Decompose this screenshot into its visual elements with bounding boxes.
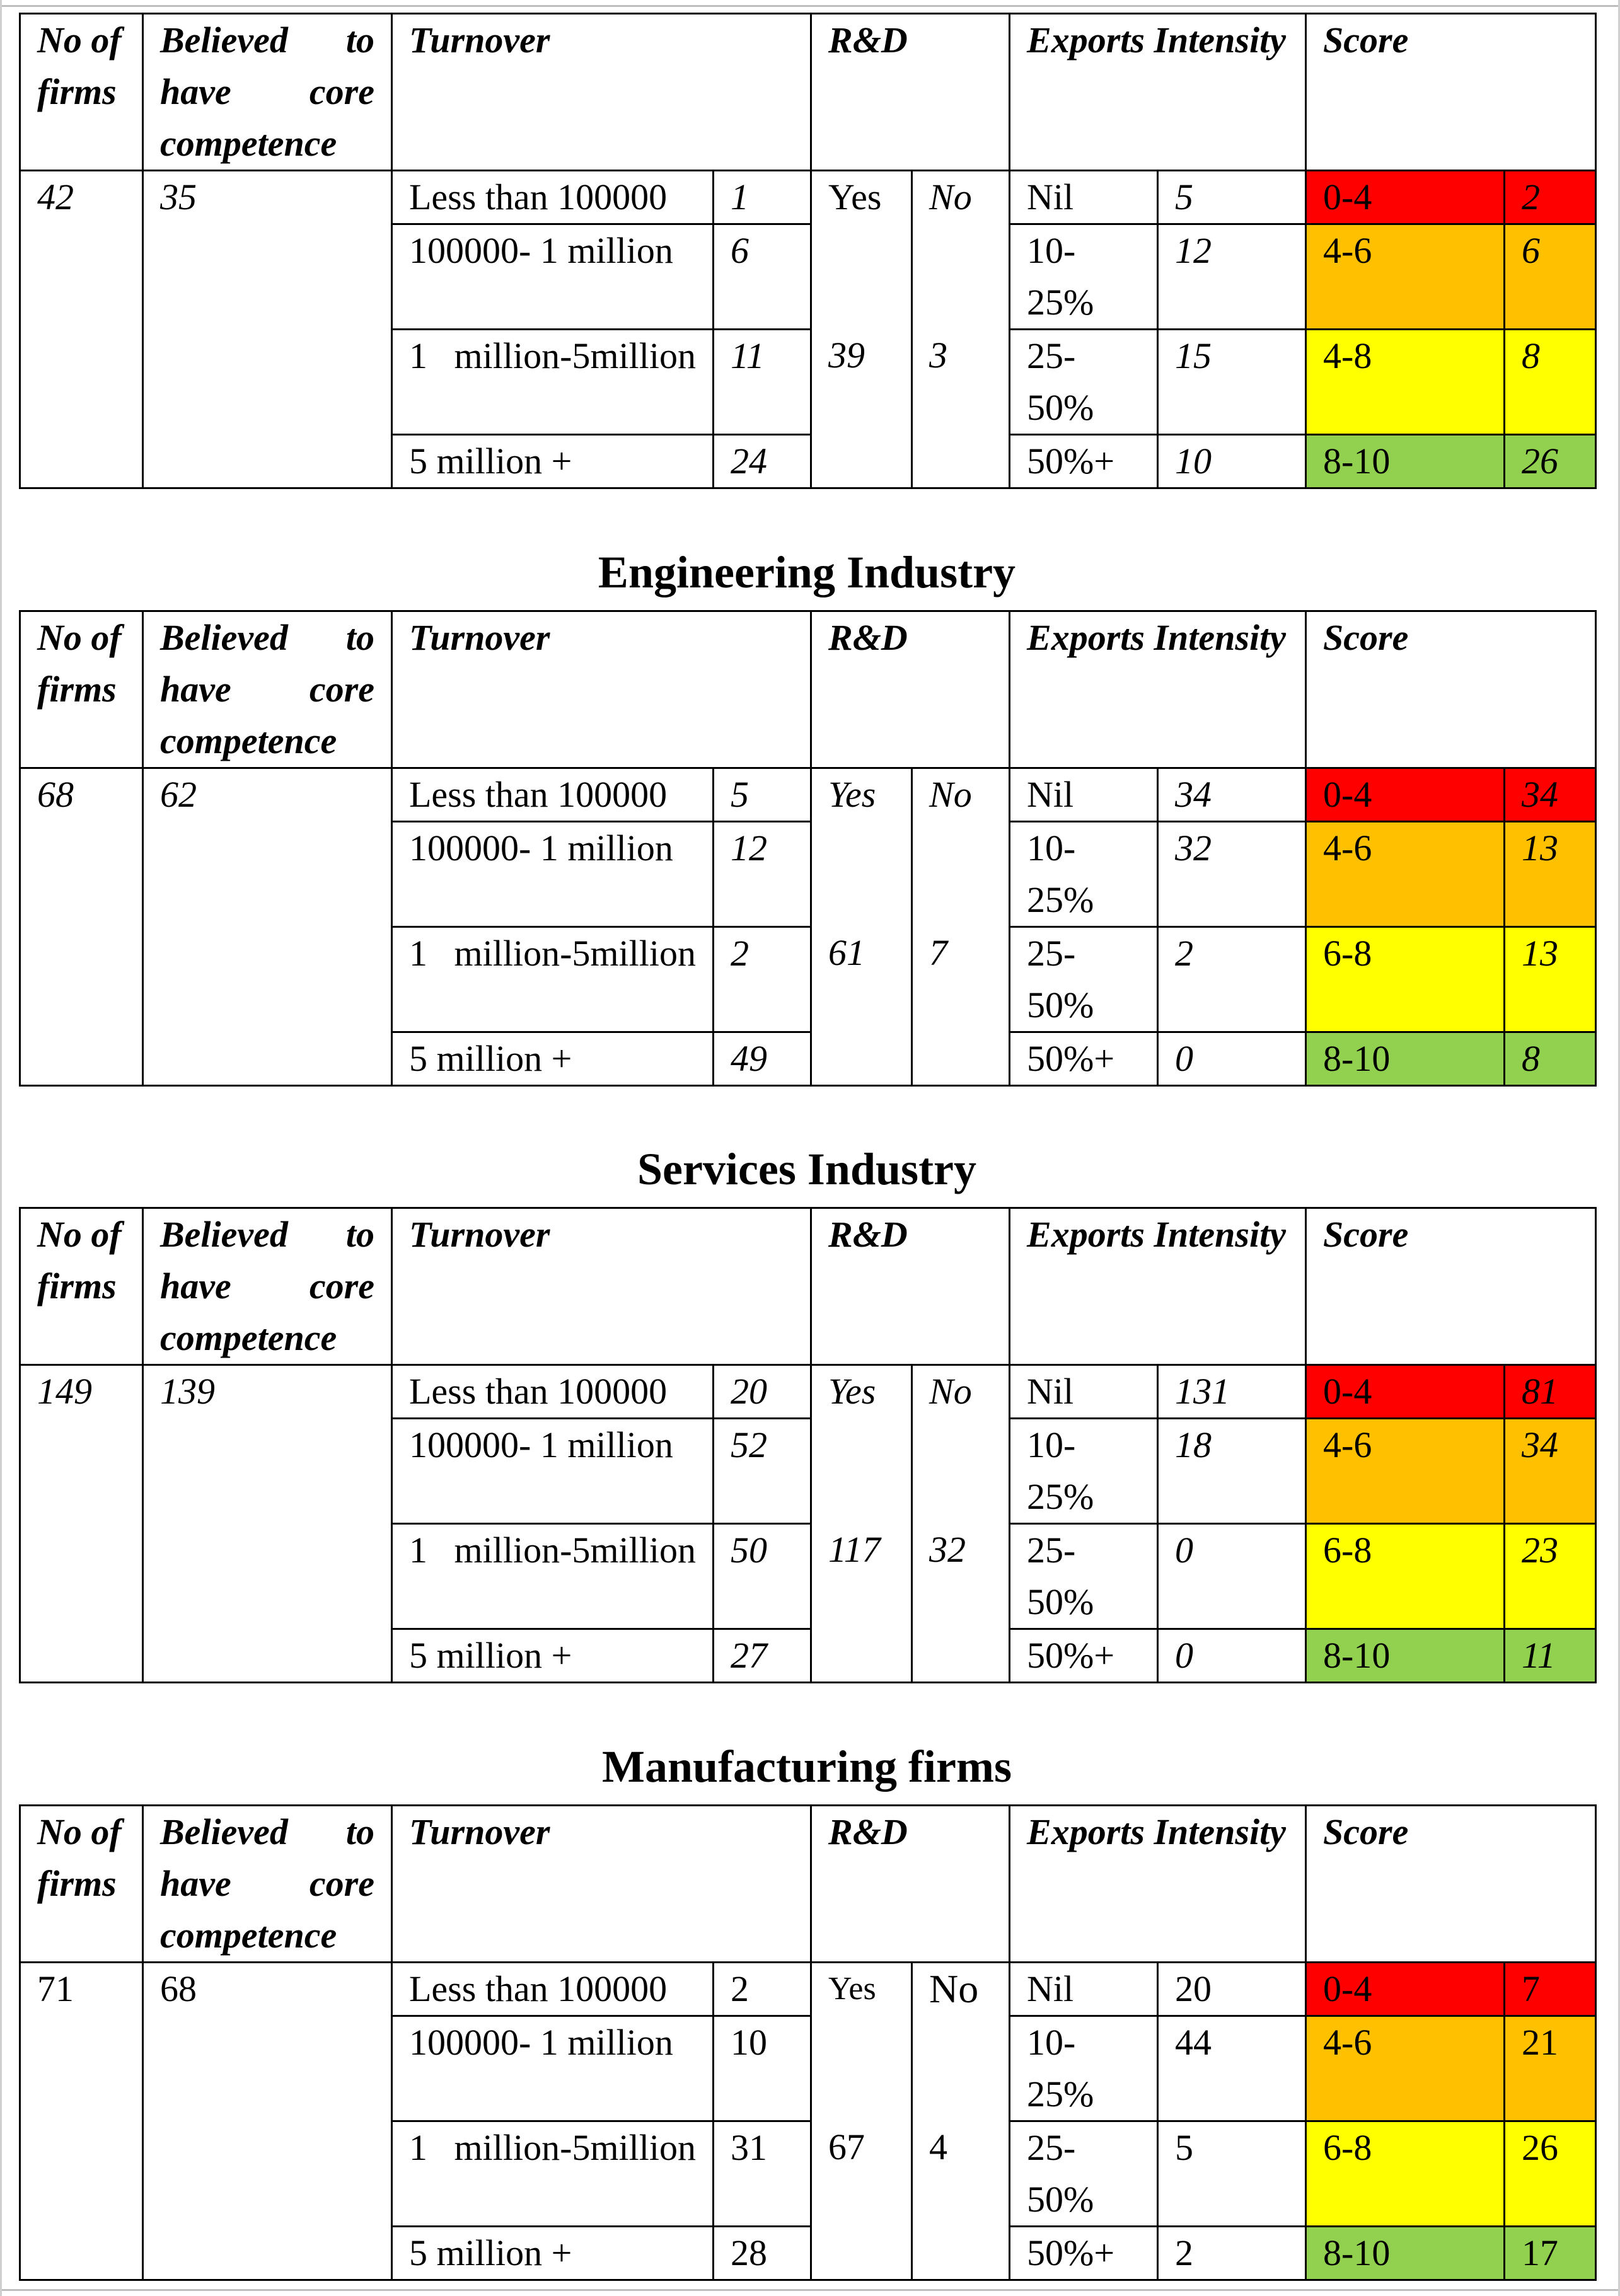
score-value: 23 <box>1505 1524 1596 1629</box>
export-label: 10- 25% <box>1010 224 1158 330</box>
table-header-row <box>20 1806 1596 1963</box>
score-value: 2 <box>1505 171 1596 224</box>
score-value: 17 <box>1505 2227 1596 2280</box>
competence-table <box>19 610 1597 1087</box>
export-label: 50%+ <box>1010 1629 1158 1683</box>
turnover-label: 100000- 1 million <box>392 822 714 927</box>
score-range: 6-8 <box>1306 927 1505 1032</box>
turnover-value: 12 <box>714 822 811 927</box>
header-believed: Believed to have core competence <box>143 1208 392 1365</box>
turnover-value: 27 <box>714 1629 811 1683</box>
turnover-value: 11 <box>714 330 811 435</box>
no-of-firms-value: 42 <box>20 171 143 488</box>
rd-yes-count: 117 <box>811 1524 912 1683</box>
competence-table <box>19 13 1597 489</box>
export-value: 0 <box>1158 1629 1306 1683</box>
no-of-firms-value: 71 <box>20 1963 143 2280</box>
table-row <box>20 1365 1596 1419</box>
export-value: 44 <box>1158 2016 1306 2121</box>
header-rd: R&D <box>811 14 1010 171</box>
rd-no-count: 3 <box>912 330 1010 488</box>
header-score: Score <box>1306 611 1596 768</box>
header-no-of-firms: No of firms <box>20 1208 143 1365</box>
export-value: 15 <box>1158 330 1306 435</box>
turnover-label: 100000- 1 million <box>392 2016 714 2121</box>
score-value: 11 <box>1505 1629 1596 1683</box>
score-range: 0-4 <box>1306 171 1505 224</box>
turnover-label: Less than 100000 <box>392 171 714 224</box>
turnover-label: 100000- 1 million <box>392 224 714 330</box>
score-range: 0-4 <box>1306 768 1505 822</box>
turnover-label: 5 million + <box>392 2227 714 2280</box>
header-rd: R&D <box>811 1806 1010 1963</box>
header-exports: Exports Intensity <box>1010 611 1306 768</box>
header-score: Score <box>1306 14 1596 171</box>
score-value: 21 <box>1505 2016 1596 2121</box>
score-range: 8-10 <box>1306 435 1505 488</box>
turnover-label: 5 million + <box>392 1032 714 1086</box>
rd-yes-label: Yes <box>811 1365 912 1524</box>
table-row <box>20 1963 1596 2016</box>
export-label: 25- 50% <box>1010 2121 1158 2227</box>
section-title: Services Industry <box>637 1144 976 1194</box>
header-no-of-firms: No of firms <box>20 1806 143 1963</box>
score-range: 0-4 <box>1306 1365 1505 1419</box>
export-label: Nil <box>1010 171 1158 224</box>
export-value: 2 <box>1158 927 1306 1032</box>
turnover-label: 5 million + <box>392 435 714 488</box>
rd-no-count: 4 <box>912 2121 1010 2280</box>
believed-value: 62 <box>143 768 392 1086</box>
header-turnover: Turnover <box>392 611 811 768</box>
header-exports: Exports Intensity <box>1010 14 1306 171</box>
turnover-value: 2 <box>714 1963 811 2016</box>
header-exports: Exports Intensity <box>1010 1208 1306 1365</box>
export-label: 10- 25% <box>1010 822 1158 927</box>
table-row <box>20 171 1596 224</box>
turnover-value: 1 <box>714 171 811 224</box>
top-rule <box>2 5 1618 7</box>
export-label: 10- 25% <box>1010 2016 1158 2121</box>
score-value: 26 <box>1505 435 1596 488</box>
turnover-label: Less than 100000 <box>392 768 714 822</box>
export-value: 20 <box>1158 1963 1306 2016</box>
turnover-value: 49 <box>714 1032 811 1086</box>
turnover-value: 10 <box>714 2016 811 2121</box>
turnover-value: 24 <box>714 435 811 488</box>
turnover-value: 31 <box>714 2121 811 2227</box>
table-row <box>20 768 1596 822</box>
turnover-label: 1 million-5million <box>392 2121 714 2227</box>
turnover-value: 20 <box>714 1365 811 1419</box>
score-value: 8 <box>1505 330 1596 435</box>
export-label: 50%+ <box>1010 1032 1158 1086</box>
header-exports: Exports Intensity <box>1010 1806 1306 1963</box>
turnover-label: Less than 100000 <box>392 1365 714 1419</box>
believed-value: 68 <box>143 1963 392 2280</box>
turnover-value: 5 <box>714 768 811 822</box>
score-range: 4-6 <box>1306 2016 1505 2121</box>
export-value: 2 <box>1158 2227 1306 2280</box>
rd-yes-count: 39 <box>811 330 912 488</box>
turnover-value: 28 <box>714 2227 811 2280</box>
score-range: 4-8 <box>1306 330 1505 435</box>
turnover-value: 6 <box>714 224 811 330</box>
rd-yes-count: 67 <box>811 2121 912 2280</box>
export-value: 131 <box>1158 1365 1306 1419</box>
table-header-row <box>20 1208 1596 1365</box>
score-range: 8-10 <box>1306 2227 1505 2280</box>
turnover-value: 50 <box>714 1524 811 1629</box>
turnover-label: 1 million-5million <box>392 330 714 435</box>
rd-yes-count: 61 <box>811 927 912 1086</box>
export-value: 0 <box>1158 1032 1306 1086</box>
score-range: 4-6 <box>1306 822 1505 927</box>
header-believed: Believed to have core competence <box>143 14 392 171</box>
header-turnover: Turnover <box>392 14 811 171</box>
header-no-of-firms: No of firms <box>20 611 143 768</box>
export-value: 5 <box>1158 2121 1306 2227</box>
bottom-rule <box>2 2289 1618 2291</box>
rd-no-count: 32 <box>912 1524 1010 1683</box>
export-value: 34 <box>1158 768 1306 822</box>
section-title: Manufacturing firms <box>602 1741 1012 1792</box>
score-range: 0-4 <box>1306 1963 1505 2016</box>
score-value: 34 <box>1505 768 1596 822</box>
rd-yes-label: Yes <box>811 768 912 927</box>
score-value: 7 <box>1505 1963 1596 2016</box>
rd-no-label: No <box>912 1963 1010 2121</box>
believed-value: 139 <box>143 1365 392 1683</box>
export-label: 25- 50% <box>1010 330 1158 435</box>
turnover-label: 100000- 1 million <box>392 1419 714 1524</box>
turnover-label: 5 million + <box>392 1629 714 1683</box>
export-value: 0 <box>1158 1524 1306 1629</box>
header-score: Score <box>1306 1208 1596 1365</box>
rd-yes-label: Yes <box>811 1963 912 2121</box>
no-of-firms-value: 68 <box>20 768 143 1086</box>
score-range: 4-6 <box>1306 1419 1505 1524</box>
header-no-of-firms: No of firms <box>20 14 143 171</box>
rd-no-label: No <box>912 768 1010 927</box>
competence-table <box>19 1804 1597 2281</box>
rd-no-label: No <box>912 171 1010 330</box>
export-value: 12 <box>1158 224 1306 330</box>
export-value: 5 <box>1158 171 1306 224</box>
rd-no-count: 7 <box>912 927 1010 1086</box>
table-header-row <box>20 14 1596 171</box>
header-score: Score <box>1306 1806 1596 1963</box>
score-range: 8-10 <box>1306 1032 1505 1086</box>
score-value: 34 <box>1505 1419 1596 1524</box>
export-label: 25- 50% <box>1010 1524 1158 1629</box>
export-label: Nil <box>1010 1963 1158 2016</box>
score-value: 13 <box>1505 927 1596 1032</box>
section-title: Engineering Industry <box>598 547 1016 597</box>
score-value: 6 <box>1505 224 1596 330</box>
header-rd: R&D <box>811 611 1010 768</box>
no-of-firms-value: 149 <box>20 1365 143 1683</box>
believed-value: 35 <box>143 171 392 488</box>
turnover-value: 2 <box>714 927 811 1032</box>
export-label: Nil <box>1010 768 1158 822</box>
score-range: 6-8 <box>1306 2121 1505 2227</box>
header-turnover: Turnover <box>392 1806 811 1963</box>
turnover-label: Less than 100000 <box>392 1963 714 2016</box>
score-value: 81 <box>1505 1365 1596 1419</box>
score-value: 8 <box>1505 1032 1596 1086</box>
export-value: 18 <box>1158 1419 1306 1524</box>
export-label: 50%+ <box>1010 2227 1158 2280</box>
score-value: 26 <box>1505 2121 1596 2227</box>
table-header-row <box>20 611 1596 768</box>
export-label: 50%+ <box>1010 435 1158 488</box>
score-range: 8-10 <box>1306 1629 1505 1683</box>
header-turnover: Turnover <box>392 1208 811 1365</box>
turnover-label: 1 million-5million <box>392 927 714 1032</box>
header-believed: Believed to have core competence <box>143 1806 392 1963</box>
turnover-value: 52 <box>714 1419 811 1524</box>
score-range: 6-8 <box>1306 1524 1505 1629</box>
export-label: 25- 50% <box>1010 927 1158 1032</box>
export-label: Nil <box>1010 1365 1158 1419</box>
export-label: 10- 25% <box>1010 1419 1158 1524</box>
header-believed: Believed to have core competence <box>143 611 392 768</box>
export-value: 10 <box>1158 435 1306 488</box>
rd-no-label: No <box>912 1365 1010 1524</box>
rd-yes-label: Yes <box>811 171 912 330</box>
score-value: 13 <box>1505 822 1596 927</box>
turnover-label: 1 million-5million <box>392 1524 714 1629</box>
competence-table <box>19 1207 1597 1683</box>
score-range: 4-6 <box>1306 224 1505 330</box>
export-value: 32 <box>1158 822 1306 927</box>
header-rd: R&D <box>811 1208 1010 1365</box>
